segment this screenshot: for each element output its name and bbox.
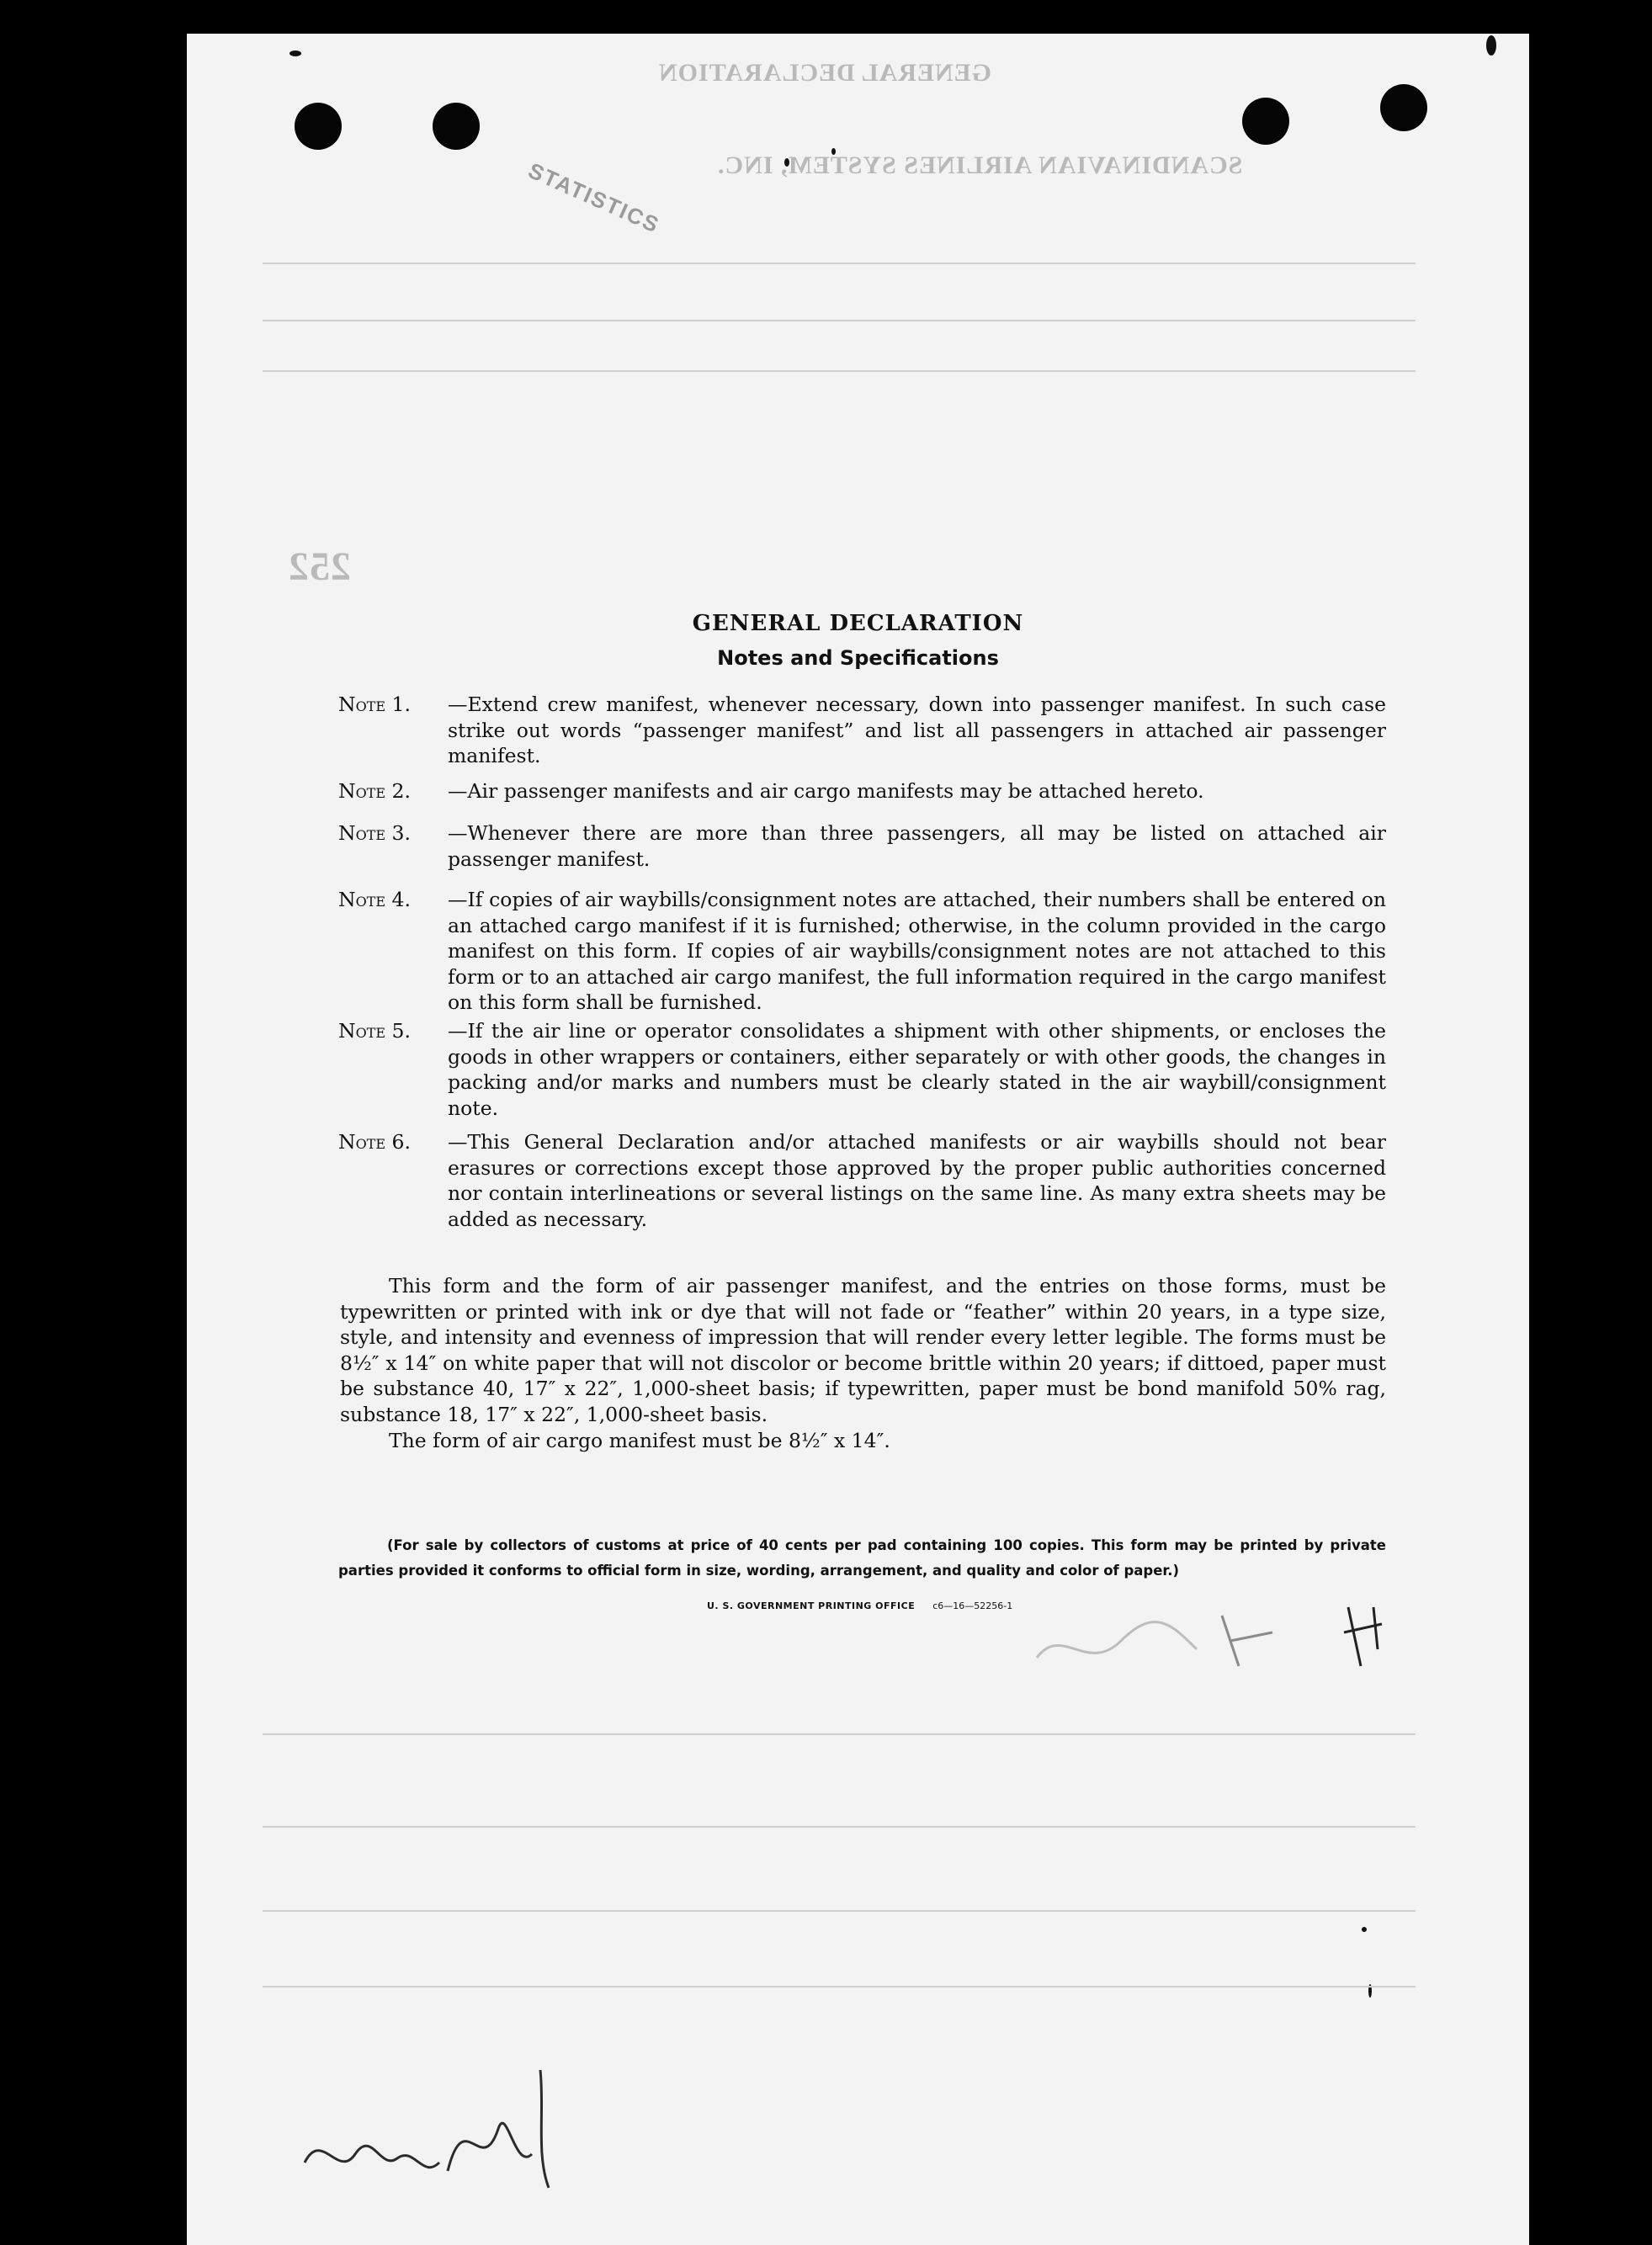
sale-notice: (For sale by collectors of customs at price of 40 cents per pad containing 100 copies. This form may be printed by private parties provided it conforms to official form in size, wording, arrangement, and quality and color of paper.) xyxy=(338,1537,1386,1579)
cargo-manifest-size: The form of air cargo manifest must be 8½″ x 14″. xyxy=(389,1429,890,1452)
note-text: —If the air line or operator consolidates a shipment with other shipments, or encloses the goods in other wrappers or containers, either separately or with other goods, the changes in packing and/or marks and numbers must be clearly stated in the air waybill/consignment note. xyxy=(448,1019,1386,1120)
note-label: Note 5. xyxy=(338,1019,411,1043)
note-label: Note 1. xyxy=(338,693,411,716)
note-1 xyxy=(338,692,1386,769)
note-text: —Whenever there are more than three passengers, all may be listed on attached air passenger manifest. xyxy=(448,821,1386,871)
document-page xyxy=(187,34,1529,2245)
note-4 xyxy=(338,887,1386,1016)
declaration-title: GENERAL DECLARATION xyxy=(692,611,1024,636)
bleed-through-rule xyxy=(263,1733,1416,1735)
punch-hole-right-2 xyxy=(1380,84,1427,131)
bleed-through-stamp: STATISTICS xyxy=(524,157,664,238)
note-text: —If copies of air waybills/consignment notes are attached, their numbers shall be entered on an attached cargo manifest if it is furnished; otherwise, in the column provided in the cargo manifest on this form. If copies of air waybills/consignment notes are not attached to this form or to an attached air cargo manifest, the full information required in the cargo manifest on this form shall be furnished. xyxy=(448,888,1386,1014)
ink-speck xyxy=(289,50,301,56)
printing-office-code: c6—16—52256-1 xyxy=(932,1600,1013,1611)
signature xyxy=(288,2053,591,2196)
punch-hole-left-1 xyxy=(295,103,342,150)
bleed-through-header: GENERAL DECLARATION xyxy=(658,59,992,87)
printing-office-line xyxy=(707,1600,1012,1611)
note-5 xyxy=(338,1018,1386,1121)
bleed-through-rule xyxy=(263,263,1416,264)
note-label: Note 4. xyxy=(338,888,411,911)
note-text: —This General Declaration and/or attached manifests or air waybills should not bear erasures or corrections except those approved by the proper public authorities concerned nor contain interlineations or several listings on the same line. As many extra sheets may be added as necessary. xyxy=(448,1130,1386,1231)
note-2 xyxy=(338,778,1386,804)
note-text: —Air passenger manifests and air cargo manifests may be attached hereto. xyxy=(448,779,1204,803)
punch-hole-right-1 xyxy=(1242,98,1289,145)
form-spec-paragraph: This form and the form of air passenger manifest, and the entries on those forms, must be typewritten or printed with ink or dye that will not fade or “feather” within 20 years, in a type size, style, and intensity and evenness of impression that will render every letter legible. The forms must be 8½″ x 14″ on white paper that will not discolor or become brittle within 20 years; if dittoed, paper must be substance 40, 17″ x 22″, 1,000-sheet basis; if typewritten, paper must be bond manifold 50% rag, substance 18, 17″ x 22″, 1,000-sheet basis. xyxy=(340,1274,1386,1426)
note-text: —Extend crew manifest, whenever necessary, down into passenger manifest. In such case strike out words “passenger manifest” and list all passengers in attached air passenger manifest. xyxy=(448,693,1386,767)
note-3 xyxy=(338,820,1386,872)
printing-office-name: U. S. GOVERNMENT PRINTING OFFICE xyxy=(707,1600,916,1611)
bleed-through-rule xyxy=(263,370,1416,372)
bleed-through-rule xyxy=(263,320,1416,321)
declaration-subtitle: Notes and Specifications xyxy=(717,646,999,670)
ink-speck xyxy=(1362,1927,1367,1932)
bleed-through-rule xyxy=(263,1986,1416,1988)
bleed-through-rule xyxy=(263,1910,1416,1912)
handwritten-marks xyxy=(1028,1590,1399,1683)
bleed-through-rule xyxy=(263,1826,1416,1828)
bleed-through-number: 252 xyxy=(288,544,351,589)
note-6 xyxy=(338,1129,1386,1232)
punch-hole-left-2 xyxy=(433,103,480,150)
ink-speck xyxy=(1486,35,1496,56)
note-label: Note 3. xyxy=(338,821,411,845)
note-label: Note 2. xyxy=(338,779,411,803)
note-label: Note 6. xyxy=(338,1130,411,1154)
bleed-through-operator: SCANDINAVIAN AIRLINES SYSTEM, INC. xyxy=(717,151,1243,179)
